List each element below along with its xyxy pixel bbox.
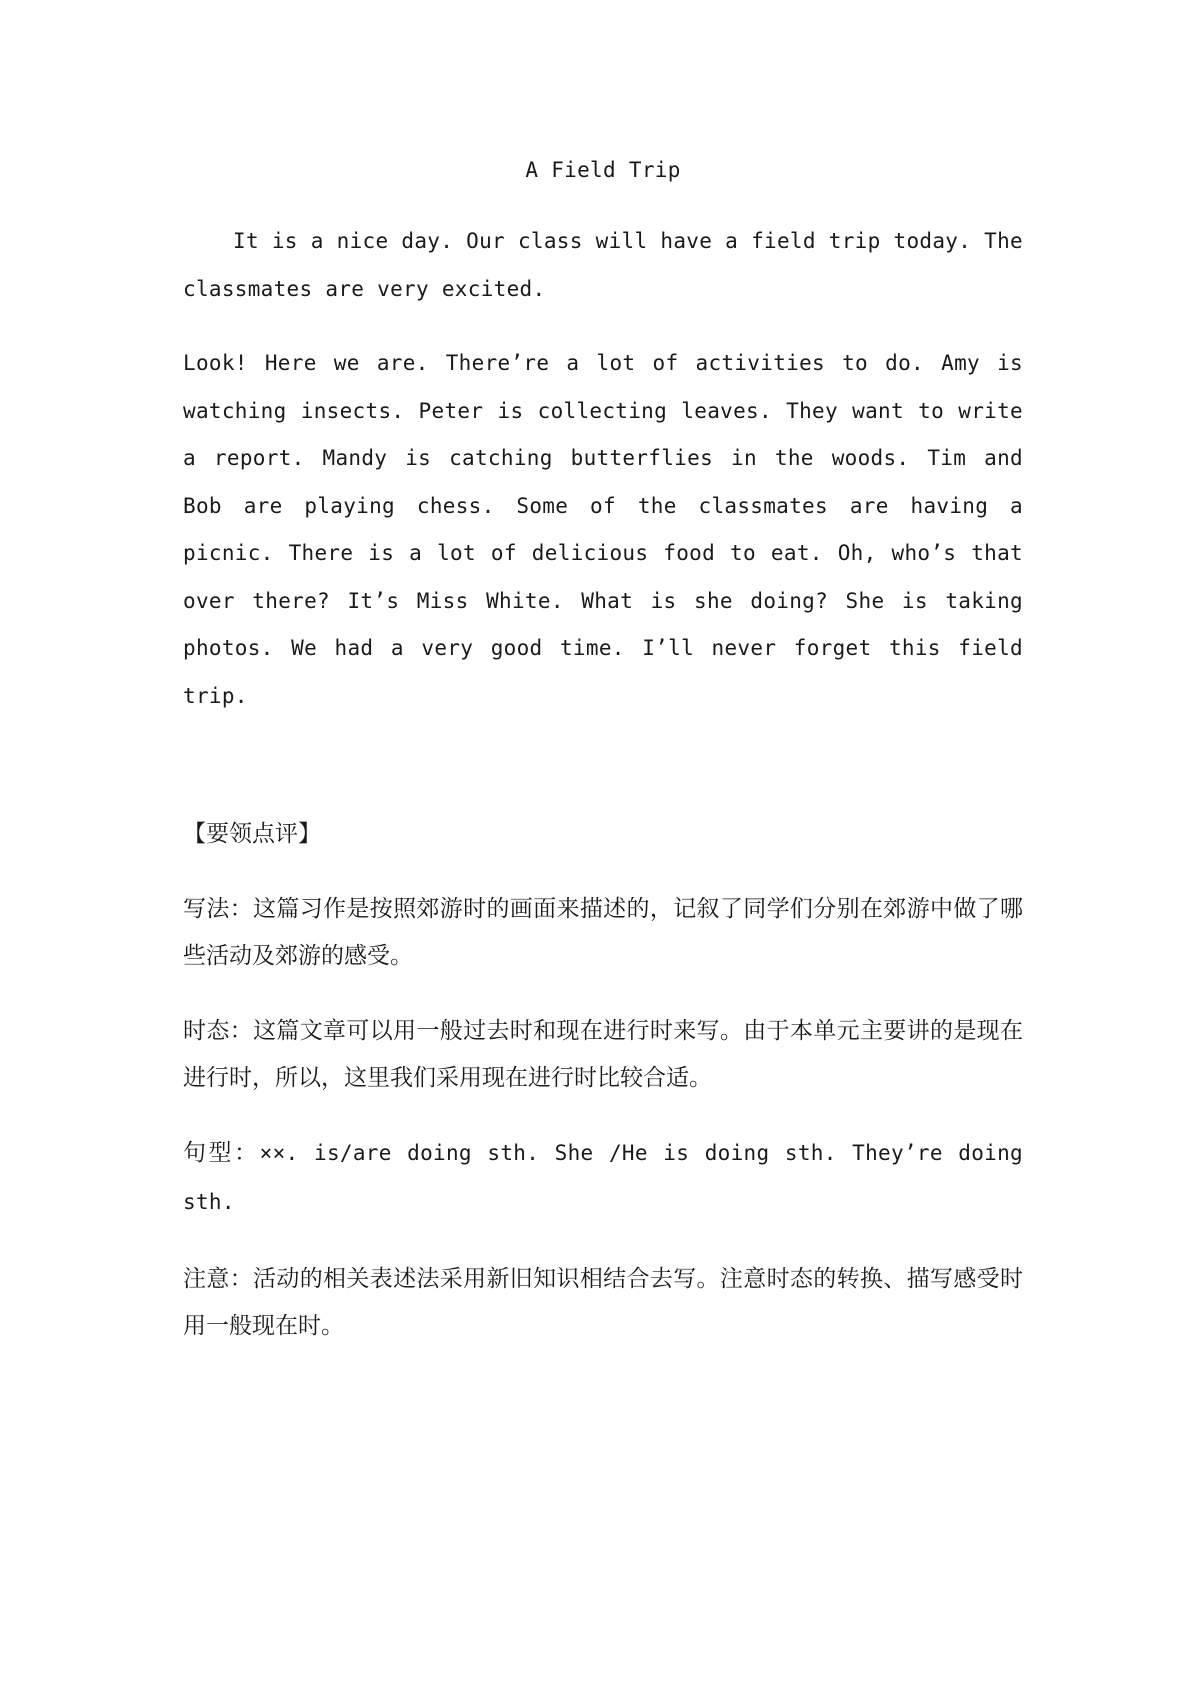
document-content (183, 150, 1023, 1351)
commentary-heading: 【要领点评】 (183, 821, 321, 847)
note-label: 写法： (183, 895, 254, 922)
note-text: 这篇习作是按照郊游时的画面来描述的，记叙了同学们分别在郊游中做了哪些活动及郊游的感受。 (183, 895, 1024, 969)
note-sentence-pattern (183, 1130, 1023, 1229)
note-tense (183, 1008, 1023, 1103)
note-text: 这篇文章可以用一般过去时和现在进行时来写。由于本单元主要讲的是现在进行时，所以，这里我们采用现在进行时比较合适。 (183, 1017, 1024, 1091)
note-attention (183, 1256, 1023, 1351)
essay-title: A Field Trip (525, 158, 681, 182)
essay-paragraph-1: It is a nice day. Our class will have a field trip today. The classmates are very excited. (183, 229, 1023, 301)
note-label: 注意： (183, 1265, 254, 1292)
note-label: 句型： (183, 1139, 260, 1166)
essay-paragraph-2: Look! Here we are. There’re a lot of activities to do. Amy is watching insects. Peter is collecting leaves. They want to write a report. Mandy is catching butterflies in the woods. Tim and Bob are playing chess. Some of the classmates are having a picnic. There is a lot of delicious food to eat. Oh, who’s that over there? It’s Miss White. What is she doing? She is taking photos. We had a very good time. I’ll never forget this field trip. (183, 351, 1023, 708)
note-label: 时态： (183, 1017, 254, 1044)
note-text: 活动的相关表述法采用新旧知识相结合去写。注意时态的转换、描写感受时用一般现在时。 (183, 1265, 1024, 1339)
note-text: ××. is/are doing sth. She /He is doing sth. They’re doing sth. (183, 1140, 1023, 1214)
note-writing-method (183, 886, 1023, 981)
